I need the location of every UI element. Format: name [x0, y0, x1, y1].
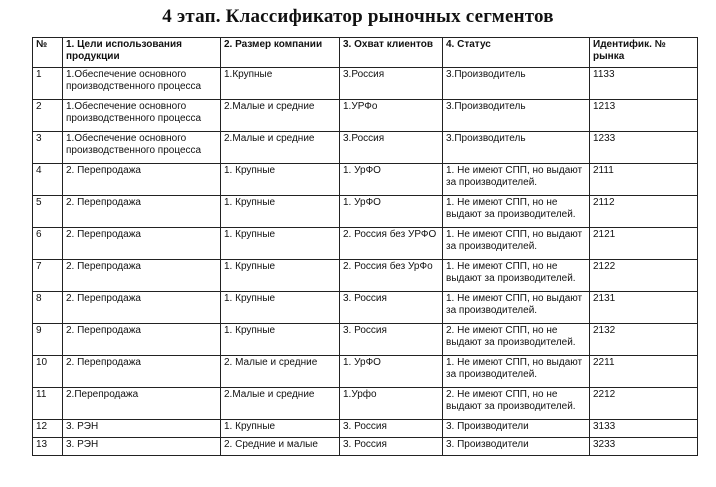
cell-purpose: 3. РЭН	[63, 438, 221, 456]
cell-num: 1	[33, 68, 63, 100]
cell-market-id: 2131	[590, 292, 698, 324]
cell-purpose: 1.Обеспечение основного производственного процесса	[63, 132, 221, 164]
table-row	[33, 68, 698, 100]
cell-purpose: 2. Перепродажа	[63, 164, 221, 196]
cell-num: 5	[33, 196, 63, 228]
table-row	[33, 356, 698, 388]
cell-market-id: 2122	[590, 260, 698, 292]
cell-market-id: 2212	[590, 388, 698, 420]
cell-num: 3	[33, 132, 63, 164]
cell-size: 2.Малые и средние	[221, 132, 340, 164]
cell-purpose: 2. Перепродажа	[63, 228, 221, 260]
table-header-row	[33, 38, 698, 68]
cell-size: 1. Крупные	[221, 260, 340, 292]
cell-status: 1. Не имеют СПП, но выдают за производителей.	[443, 292, 590, 324]
cell-market-id: 2112	[590, 196, 698, 228]
header-reach: 3. Охват клиентов	[340, 38, 443, 68]
cell-num: 2	[33, 100, 63, 132]
table-row	[33, 324, 698, 356]
cell-num: 11	[33, 388, 63, 420]
cell-market-id: 1233	[590, 132, 698, 164]
cell-num: 9	[33, 324, 63, 356]
cell-purpose: 1.Обеспечение основного производственного процесса	[63, 100, 221, 132]
table-row	[33, 438, 698, 456]
header-purpose: 1. Цели использования продукции	[63, 38, 221, 68]
cell-reach: 1. УрФО	[340, 196, 443, 228]
page-title: 4 этап. Классификатор рыночных сегментов	[162, 6, 554, 27]
header-num: №	[33, 38, 63, 68]
cell-purpose: 2. Перепродажа	[63, 356, 221, 388]
cell-purpose: 1.Обеспечение основного производственного процесса	[63, 68, 221, 100]
cell-purpose: 2. Перепродажа	[63, 324, 221, 356]
cell-size: 1. Крупные	[221, 420, 340, 438]
cell-size: 2.Малые и средние	[221, 388, 340, 420]
table-row	[33, 164, 698, 196]
cell-num: 12	[33, 420, 63, 438]
cell-size: 1. Крупные	[221, 228, 340, 260]
cell-market-id: 2121	[590, 228, 698, 260]
cell-purpose: 2. Перепродажа	[63, 292, 221, 324]
cell-num: 6	[33, 228, 63, 260]
cell-reach: 1. УрФО	[340, 356, 443, 388]
cell-market-id: 3233	[590, 438, 698, 456]
segments-table	[32, 37, 698, 456]
cell-reach: 1.Урфо	[340, 388, 443, 420]
cell-size: 1. Крупные	[221, 196, 340, 228]
table-body	[33, 68, 698, 456]
cell-size: 1. Крупные	[221, 324, 340, 356]
cell-size: 2. Малые и средние	[221, 356, 340, 388]
cell-size: 1. Крупные	[221, 164, 340, 196]
cell-market-id: 2132	[590, 324, 698, 356]
cell-status: 3. Производители	[443, 420, 590, 438]
cell-status: 2. Не имеют СПП, но не выдают за производителей.	[443, 324, 590, 356]
cell-num: 7	[33, 260, 63, 292]
cell-size: 1.Крупные	[221, 68, 340, 100]
table-row	[33, 260, 698, 292]
header-size: 2. Размер компании	[221, 38, 340, 68]
cell-reach: 3.Россия	[340, 132, 443, 164]
cell-status: 1. Не имеют СПП, но выдают за производителей.	[443, 356, 590, 388]
cell-purpose: 2.Перепродажа	[63, 388, 221, 420]
cell-status: 1. Не имеют СПП, но выдают за производителей.	[443, 164, 590, 196]
cell-num: 8	[33, 292, 63, 324]
cell-market-id: 1213	[590, 100, 698, 132]
cell-market-id: 2211	[590, 356, 698, 388]
table-row	[33, 100, 698, 132]
cell-status: 3.Производитель	[443, 100, 590, 132]
cell-purpose: 2. Перепродажа	[63, 260, 221, 292]
cell-reach: 1.УРФо	[340, 100, 443, 132]
table-row	[33, 228, 698, 260]
table-row	[33, 420, 698, 438]
cell-num: 13	[33, 438, 63, 456]
cell-reach: 3. Россия	[340, 292, 443, 324]
cell-purpose: 2. Перепродажа	[63, 196, 221, 228]
table-row	[33, 196, 698, 228]
cell-reach: 2. Россия без УРФО	[340, 228, 443, 260]
cell-market-id: 1133	[590, 68, 698, 100]
cell-reach: 3. Россия	[340, 438, 443, 456]
table-row	[33, 388, 698, 420]
cell-status: 3. Производители	[443, 438, 590, 456]
cell-status: 2. Не имеют СПП, но не выдают за производителей.	[443, 388, 590, 420]
table-row	[33, 292, 698, 324]
cell-reach: 3. Россия	[340, 324, 443, 356]
cell-num: 10	[33, 356, 63, 388]
table-row	[33, 132, 698, 164]
header-market-id: Идентифик. № рынка	[590, 38, 698, 68]
cell-status: 1. Не имеют СПП, но выдают за производителей.	[443, 228, 590, 260]
cell-num: 4	[33, 164, 63, 196]
header-status: 4. Статус	[443, 38, 590, 68]
cell-reach: 3. Россия	[340, 420, 443, 438]
cell-purpose: 3. РЭН	[63, 420, 221, 438]
cell-size: 1. Крупные	[221, 292, 340, 324]
cell-reach: 3.Россия	[340, 68, 443, 100]
cell-size: 2.Малые и средние	[221, 100, 340, 132]
cell-status: 3.Производитель	[443, 68, 590, 100]
cell-status: 1. Не имеют СПП, но не выдают за производителей.	[443, 196, 590, 228]
cell-market-id: 2111	[590, 164, 698, 196]
cell-size: 2. Средние и малые	[221, 438, 340, 456]
cell-status: 1. Не имеют СПП, но не выдают за производителей.	[443, 260, 590, 292]
cell-status: 3.Производитель	[443, 132, 590, 164]
cell-reach: 2. Россия без УрФо	[340, 260, 443, 292]
cell-reach: 1. УрФО	[340, 164, 443, 196]
cell-market-id: 3133	[590, 420, 698, 438]
